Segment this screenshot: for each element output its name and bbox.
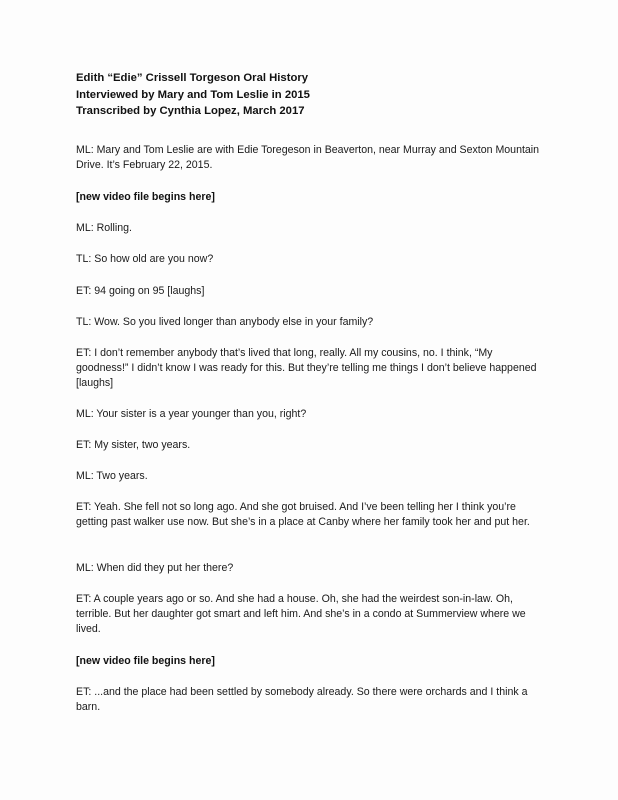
transcript-paragraph: TL: Wow. So you lived longer than anybody else in your family? [76, 316, 374, 328]
transcript-paragraph: ET: 94 going on 95 [laughs] [76, 285, 205, 297]
transcript-paragraph-intro: ML: Mary and Tom Leslie are with Edie Toregeson in Beaverton, near Murray and Sexton Mountain Drive. It’s February 22, 2015. [76, 144, 540, 171]
transcript-paragraph: ML: Your sister is a year younger than you, right? [76, 408, 307, 420]
transcript-paragraph: ML: When did they put her there? [76, 562, 234, 574]
transcript-paragraph: ET: A couple years ago or so. And she had a house. Oh, she had the weirdest son-in-law. Oh, terrible. But her daughter got smart and left him. And she’s in a condo at Summerview where we lived. [76, 593, 526, 635]
transcript-paragraph: ML: Rolling. [76, 222, 132, 234]
transcript-paragraph: ET: I don’t remember anybody that’s lived that long, really. All my cousins, no. I think, “My goodness!” I didn’t know I was ready for this. But they’re telling me things I don’t believe happened [laughs] [76, 347, 537, 389]
document-title: Edith “Edie” Crissell Torgeson Oral History [76, 72, 309, 84]
transcript-paragraph: ET: ...and the place had been settled by somebody already. So there were orchards and I think a barn. [76, 686, 528, 713]
interviewers-line: Interviewed by Mary and Tom Leslie in 2015 [76, 88, 310, 101]
transcriber-line: Transcribed by Cynthia Lopez, March 2017 [76, 105, 305, 117]
document-header [76, 70, 310, 120]
transcript-paragraph: ML: Two years. [76, 470, 148, 482]
transcript-paragraph: ET: Yeah. She fell not so long ago. And she got bruised. And I’ve been telling her I think you’re getting past walker use now. But she’s in a place at Canby where her family took her and put her. [76, 501, 530, 528]
transcript-paragraph: ET: My sister, two years. [76, 439, 191, 451]
video-file-marker: [new video file begins here] [76, 191, 215, 203]
transcript-paragraph: TL: So how old are you now? [76, 253, 214, 265]
video-file-marker: [new video file begins here] [76, 655, 215, 667]
